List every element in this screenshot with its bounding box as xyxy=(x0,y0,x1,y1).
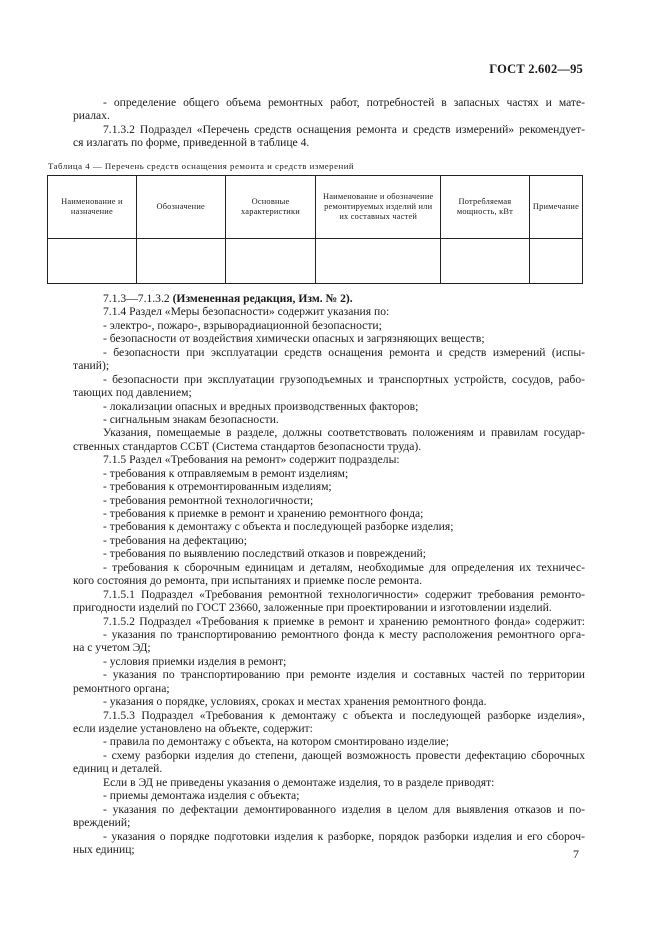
table-cell xyxy=(136,239,225,284)
text-line: если изделие установлено на объекте, содержит: xyxy=(73,722,313,735)
text-line: - безопасности от воздействия химически опасных и загрязняющих веществ; xyxy=(103,332,485,346)
text-line: вреждений; xyxy=(73,816,131,830)
table-cell xyxy=(48,239,137,284)
text-line: - условия приемки изделия в ремонт; xyxy=(103,654,287,668)
table-cell xyxy=(225,239,316,284)
text-line: Если в ЭД не приведены указания о демонтаже изделия, то в разделе приводят: xyxy=(103,775,495,789)
text-line: - требования к сборочным единицам и деталям, необходимые для определения их техничес- xyxy=(103,560,585,574)
text-line: - локализации опасных и вредных производственных факторов; xyxy=(103,399,419,413)
text-line: - приемы демонтажа изделия с объекта; xyxy=(103,789,300,803)
col-header-repaired-items: Наименование и обозначение ремонтируемых изделий или их составных частей xyxy=(316,176,441,239)
amendment-ref: 7.1.3—7.1.3.2 xyxy=(103,292,173,305)
top-text-block xyxy=(73,96,585,150)
table-cell xyxy=(441,239,530,284)
text-line: Указания, помещаемые в разделе, должны соответствовать положениям и правилам государ- xyxy=(103,426,585,440)
text-line: на с учетом ЭД; xyxy=(73,641,151,655)
standard-header: ГОСТ 2.602—95 xyxy=(489,62,583,76)
text-line: пригодности изделий по ГОСТ 23660, заложенные при проектировании и изготовлении изделий. xyxy=(73,601,552,615)
table-row xyxy=(48,239,583,284)
col-header-designation: Обозначение xyxy=(136,176,225,239)
text-line: ных единиц; xyxy=(73,842,135,856)
text-line: - требования ремонтной технологичности; xyxy=(103,493,314,507)
amendment-note: (Измененная редакция, Изм. № 2). xyxy=(172,292,353,305)
text-line: - безопасности при эксплуатации средств оснащения ремонта и средств измерений (испы- xyxy=(103,345,585,359)
text-line: - безопасности при эксплуатации грузоподъемных и транспортных устройств, сосудов, рабо- xyxy=(103,372,585,386)
text-line: ся излагать по форме, приведенной в таблице 4. xyxy=(73,136,310,150)
text-line: 7.1.5 Раздел «Требования на ремонт» содержит подразделы: xyxy=(103,453,400,467)
text-line: - определение общего объема ремонтных работ, потребностей в запасных частях и мате- xyxy=(103,96,585,109)
amendment-line xyxy=(73,292,585,305)
table-cell xyxy=(529,239,582,284)
col-header-note: Примечание xyxy=(529,176,582,239)
text-line: 7.1.4 Раздел «Меры безопасности» содержит указания по: xyxy=(103,305,390,319)
col-header-characteristics: Основные характеристики xyxy=(225,176,316,239)
text-line: - требования по выявлению последствий отказов и повреждений; xyxy=(103,547,426,561)
text-line: ремонтного органа; xyxy=(73,681,170,695)
table-header-row xyxy=(48,176,583,239)
table-caption: Таблица 4 — Перечень средств оснащения ремонта и средств измерений xyxy=(48,161,355,171)
text-line: - требования к приемке в ремонт и хранению ремонтного фонда; xyxy=(103,507,424,520)
text-line: 7.1.3.2 Подраздел «Перечень средств оснащения ремонта и средств измерений» рекомендует- xyxy=(103,122,585,136)
text-line: 7.1.5.2 Подраздел «Требования к приемке в ремонт и хранению ремонтного фонда» содержит: xyxy=(103,614,585,628)
text-line: - требования к отремонтированным изделиям; xyxy=(103,480,332,494)
text-line: риалах. xyxy=(73,109,110,123)
text-line: кого состояния до ремонта, при испытаниях и приемке после ремонта. xyxy=(73,574,423,588)
text-line: 7.1.5.3 Подраздел «Требования к демонтажу с объекта и последующей разборке изделия», xyxy=(103,708,585,722)
text-line: единиц и деталей. xyxy=(73,762,163,776)
text-line: - указания по транспортированию ремонтного фонда к месту расположения ремонтного орга- xyxy=(103,627,585,641)
text-line: - правила по демонтажу с объекта, на котором смонтировано изделие; xyxy=(103,735,449,749)
text-line: 7.1.5.1 Подраздел «Требования ремонтной технологичности» содержит требования ремонто- xyxy=(103,587,585,601)
col-header-power: Потребляемая мощность, кВт xyxy=(441,176,530,239)
table-cell xyxy=(316,239,441,284)
text-line: - схему разборки изделия до степени, дающей возможность провести дефектацию сборочных xyxy=(103,748,585,762)
text-line: - сигнальным знакам безопасности. xyxy=(103,412,279,426)
text-line: - требования на дефектацию; xyxy=(103,533,247,547)
text-line: - указания по дефектации демонтированного изделия в целом для выявления отказов и по- xyxy=(103,802,585,816)
text-line: - электро-, пожаро-, взрыворадиационной безопасности; xyxy=(103,318,382,332)
text-line: - указания о порядке подготовки изделия к разборке, порядок разборки изделия и его сбороч- xyxy=(103,829,585,843)
text-line: тающих под давлением; xyxy=(73,386,192,400)
page-number: 7 xyxy=(573,847,579,861)
text-line: таний); xyxy=(73,359,110,373)
text-line: - указания по транспортированию при ремонте изделия и составных частей по территории xyxy=(103,668,585,682)
col-header-name: Наименование и назначение xyxy=(48,176,137,239)
text-line: - указания о порядке, условиях, сроках и местах хранения ремонтного фонда. xyxy=(103,695,487,709)
text-line: - требования к отправляемым в ремонт изделиям; xyxy=(103,466,349,480)
text-line: ственных стандартов ССБТ (Система стандартов безопасности труда). xyxy=(73,439,422,453)
equipment-table xyxy=(47,175,583,284)
body-text-block xyxy=(73,292,585,856)
text-line: - требования к демонтажу с объекта и последующей разборке изделия; xyxy=(103,520,454,534)
